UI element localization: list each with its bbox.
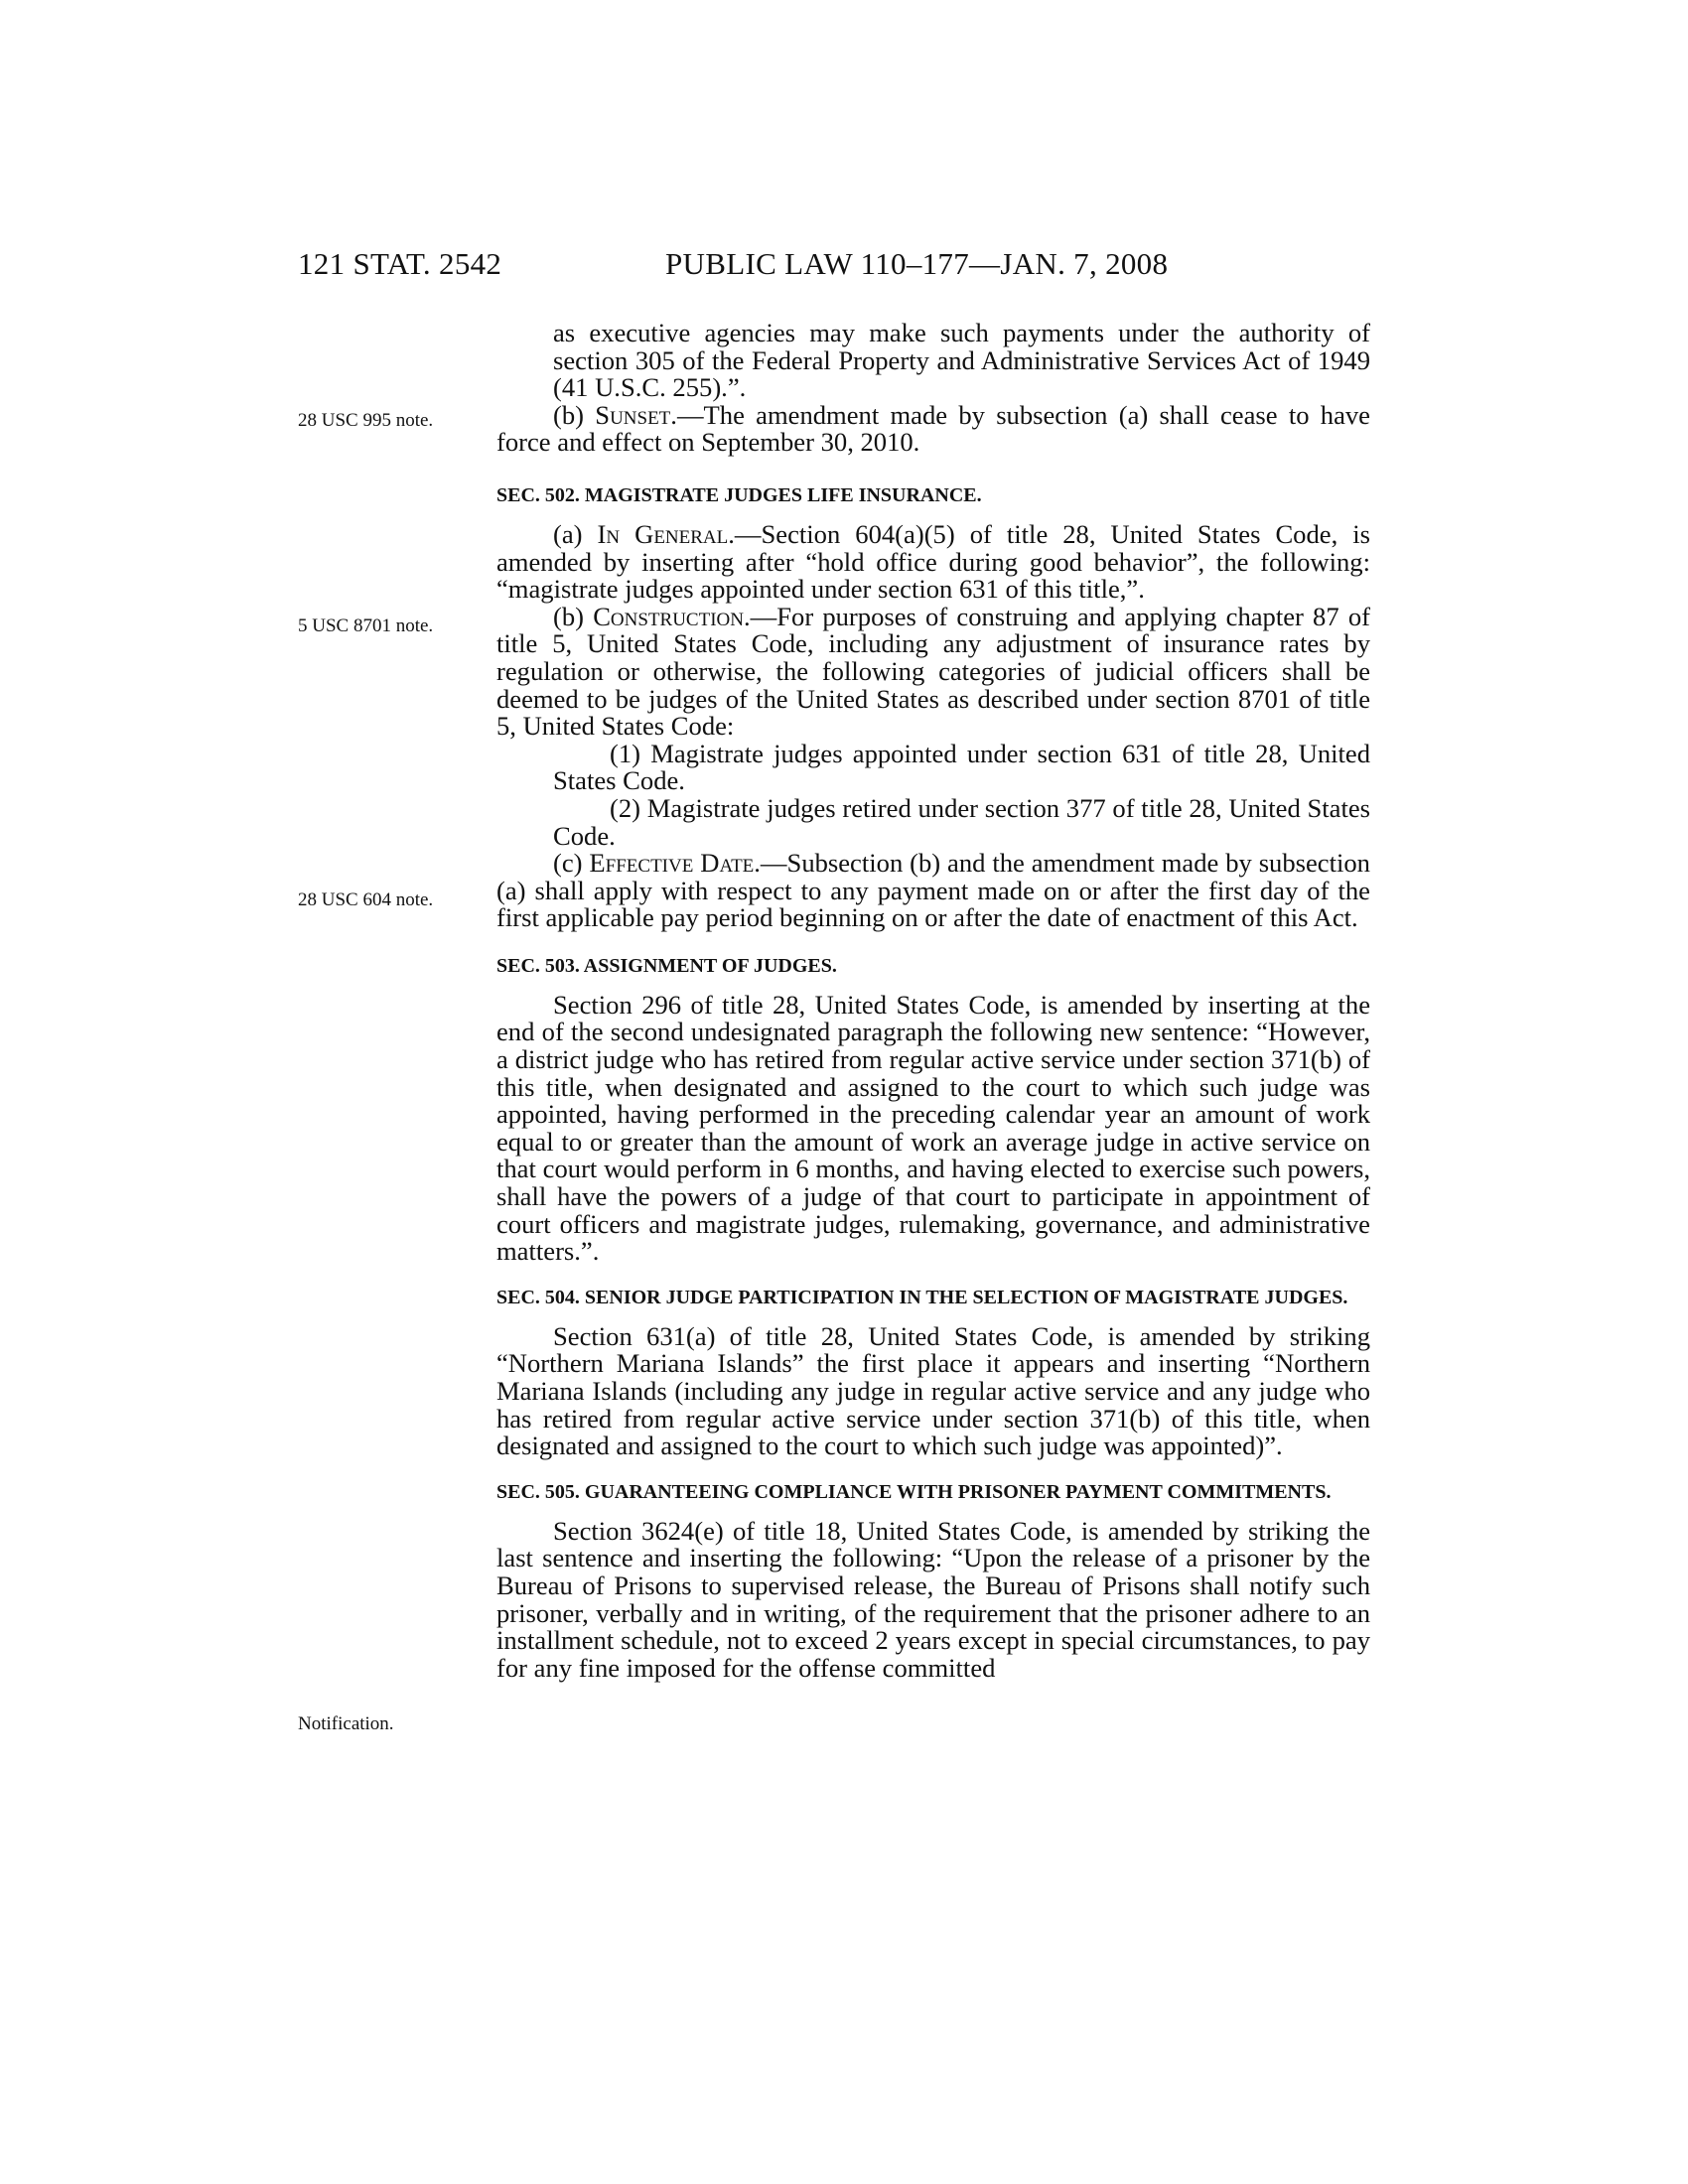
caption-construction: Construction xyxy=(593,601,744,631)
section-505-text: Section 3624(e) of title 18, United States Code, is amended by striking the last sentence and inserting the following: “Upon the release of a prisoner by the Bureau of Prisons to supervised release, the Bureau of Prisons shall notify such prisoner, verbally and in writing, of the requirement that the prisoner adhere to an installment schedule, not to exceed 2 years except in special circumstances, to pay for any fine imposed for the offense committed xyxy=(496,1515,1370,1683)
running-header-title: PUBLIC LAW 110–177—JAN. 7, 2008 xyxy=(665,246,1169,281)
margin-note-28-usc-995: 28 USC 995 note. xyxy=(298,410,434,431)
section-504-text: Section 631(a) of title 28, United States Code, is amended by striking “Northern Mariana Islands” the first place it appears and inserting “Northern Mariana Islands (including any judge in regular active service and any judge who has retired from regular active service under section 371(b) of this title, when designated and assigned to the court to which such judge was appointed)”. xyxy=(496,1320,1370,1461)
section-502-subsection-a: (a) In General.—Section 604(a)(5) of title 28, United States Code, is amended by inserting after “hold office during good behavior”, the following: “magistrate judges appointed under section 631 of this title,”. xyxy=(496,518,1370,605)
margin-note-5-usc-8701: 5 USC 8701 note. xyxy=(298,615,434,636)
section-502-paragraph-2: (2) Magistrate judges retired under section 377 of title 28, United States Code. xyxy=(553,792,1370,851)
caption-sunset: Sunset xyxy=(595,399,671,430)
section-502-heading: SEC. 502. MAGISTRATE JUDGES LIFE INSURANCE. xyxy=(496,483,982,506)
caption-in-general: In General xyxy=(597,518,729,549)
section-502-paragraph-1: (1) Magistrate judges appointed under section 631 of title 28, United States Code. xyxy=(553,738,1370,796)
section-505-heading: SEC. 505. GUARANTEEING COMPLIANCE WITH PRISONER PAYMENT COMMITMENTS. xyxy=(496,1480,1332,1503)
section-502-subsection-c: (c) Effective Date.—Subsection (b) and the amendment made by subsection (a) shall apply with respect to any payment made on or after the first day of the first applicable pay period beginning on or after the date of enactment of this Act. xyxy=(496,848,1370,933)
caption-effective-date: Effective Date xyxy=(589,848,755,879)
continued-paragraph: as executive agencies may make such payments under the authority of section 305 of the Federal Property and Administrative Services Act of 1949 (41 U.S.C. 255).”. xyxy=(553,318,1370,403)
section-503-text: Section 296 of title 28, United States Code, is amended by inserting at the end of the second undesignated paragraph the following new sentence: “However, a district judge who has retired from regular active service under section 371(b) of this title, when designated and assigned to the court to which such judge was appointed, having performed in the preceding calendar year an amount of work equal to or greater than the amount of work an average judge in active service on that court would perform in 6 months, and having elected to exercise such powers, shall have the powers of a judge of that court to participate in appointment of court officers and magistrate judges, rulemaking, governance, and administrative matters.”. xyxy=(496,989,1370,1267)
main-text-column xyxy=(496,320,1370,1682)
subsection-b-sunset: (b) Sunset.—The amendment made by subsection (a) shall cease to have force and effect on September 30, 2010. xyxy=(496,399,1370,458)
stat-page-number: 121 STAT. 2542 xyxy=(298,246,502,281)
section-502-subsection-b: (b) Construction.—For purposes of construing and applying chapter 87 of title 5, United States Code, including any adjustment of insurance rates by regulation or otherwise, the following categories of judicial officers shall be deemed to be judges of the United States as described under section 8701 of title 5, United States Code: xyxy=(496,601,1370,742)
margin-note-28-usc-604: 28 USC 604 note. xyxy=(298,889,434,910)
section-504-heading: SEC. 504. SENIOR JUDGE PARTICIPATION IN THE SELECTION OF MAGISTRATE JUDGES. xyxy=(496,1286,1348,1308)
margin-note-notification: Notification. xyxy=(298,1713,394,1734)
section-503-heading: SEC. 503. ASSIGNMENT OF JUDGES. xyxy=(496,954,837,977)
